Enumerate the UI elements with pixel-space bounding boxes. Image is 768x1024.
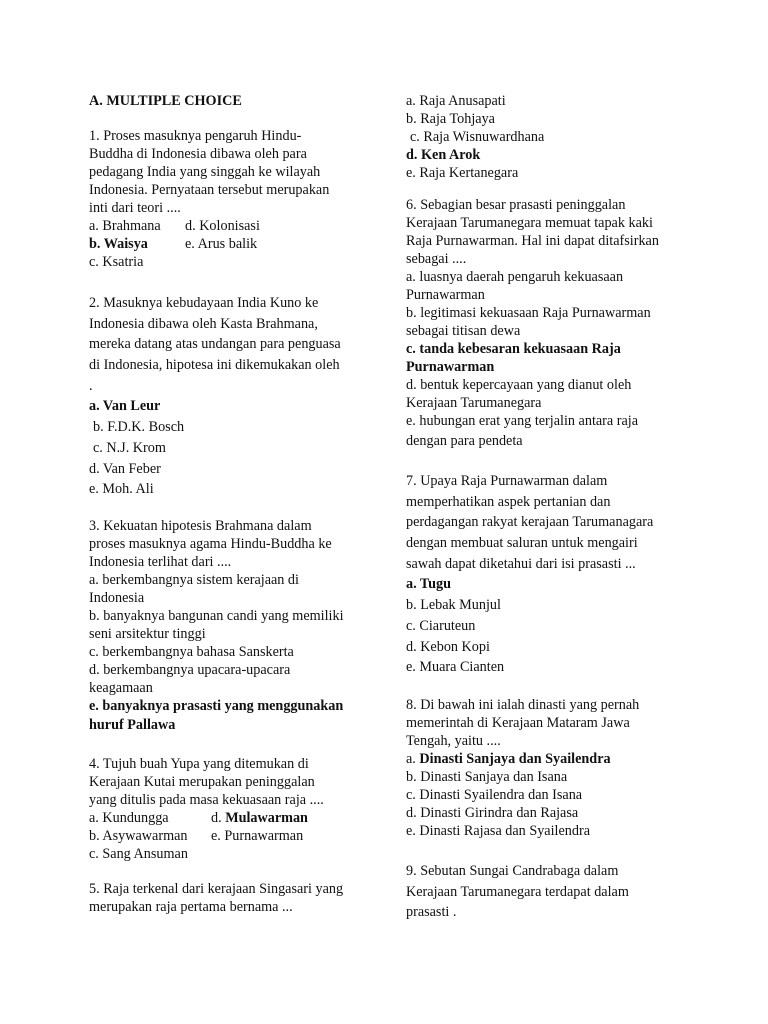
question-3 bbox=[89, 517, 374, 734]
question-7-stem-line: 7. Upaya Raja Purnawarman dalam bbox=[406, 473, 608, 489]
question-6-option-e-line: dengan para pendeta bbox=[406, 433, 523, 449]
question-7-stem-line: sawah dapat diketahui dari isi prasasti ... bbox=[406, 555, 636, 572]
question-4-option-d-prefix: d. bbox=[211, 810, 226, 826]
question-1-stem-line: pedagang India yang singgah ke wilayah bbox=[89, 164, 321, 180]
question-3-option-b-line: seni arsitektur tinggi bbox=[89, 626, 206, 642]
question-6-option-e-line: e. hubungan erat yang terjalin antara raja bbox=[406, 413, 639, 429]
question-2-option-a-answer[interactable]: a. Van Leur bbox=[89, 398, 161, 415]
question-8-option-a-text: Dinasti Sanjaya dan Syailendra bbox=[419, 751, 611, 767]
question-4-stem-line: yang ditulis pada masa kekuasaan raja .... bbox=[89, 792, 324, 808]
question-8-option-a-answer[interactable] bbox=[406, 750, 686, 768]
question-3-option-b-line: b. banyaknya bangunan candi yang memiliki bbox=[89, 608, 344, 624]
question-5-option-c[interactable]: c. Raja Wisnuwardhana bbox=[410, 129, 545, 145]
question-3-option-d[interactable] bbox=[89, 661, 374, 697]
question-1-options-row-2 bbox=[89, 235, 374, 253]
question-1-stem-line: Buddha di Indonesia dibawa oleh para bbox=[89, 146, 307, 162]
question-6-option-a-line: a. luasnya daerah pengaruh kekuasaan bbox=[406, 269, 624, 285]
question-5-option-d-answer[interactable]: d. Ken Arok bbox=[406, 147, 481, 163]
question-3-option-e-answer[interactable] bbox=[89, 697, 374, 734]
question-5 bbox=[89, 880, 374, 916]
question-9-stem-line: Kerajaan Tarumanegara terdapat dalam bbox=[406, 883, 629, 900]
question-3-option-e-line: huruf Pallawa bbox=[89, 717, 176, 733]
question-4-options-row-2 bbox=[89, 827, 374, 845]
question-7-option-b[interactable]: b. Lebak Munjul bbox=[406, 597, 501, 614]
question-5-option-e[interactable]: e. Raja Kertanegara bbox=[406, 165, 519, 181]
question-1-option-e[interactable]: e. Arus balik bbox=[185, 236, 258, 252]
question-7-option-a-answer[interactable]: a. Tugu bbox=[406, 576, 451, 593]
question-4-stem-line: 4. Tujuh buah Yupa yang ditemukan di bbox=[89, 756, 309, 772]
question-6-option-d-line: Kerajaan Tarumanegara bbox=[406, 395, 542, 411]
question-2-option-c[interactable]: c. N.J. Krom bbox=[93, 439, 166, 456]
question-6-stem-line: Kerajaan Tarumanegara memuat tapak kaki bbox=[406, 215, 653, 231]
question-7-option-e[interactable]: e. Muara Cianten bbox=[406, 659, 505, 676]
question-7-stem-line: memperhatikan aspek pertanian dan bbox=[406, 493, 611, 510]
question-3-option-a-line: a. berkembangnya sistem kerajaan di bbox=[89, 572, 299, 588]
question-9-stem-line: prasasti . bbox=[406, 904, 457, 921]
question-1-option-d[interactable]: d. Kolonisasi bbox=[185, 218, 260, 234]
question-5-option-b[interactable]: b. Raja Tohjaya bbox=[406, 111, 495, 127]
question-6-stem-line: sebagai .... bbox=[406, 251, 467, 267]
question-1-option-c[interactable]: c. Ksatria bbox=[89, 254, 144, 270]
question-3-option-d-line: keagamaan bbox=[89, 680, 153, 696]
question-3-stem-line: 3. Kekuatan hipotesis Brahmana dalam bbox=[89, 518, 312, 534]
question-4-option-c[interactable]: c. Sang Ansuman bbox=[89, 846, 188, 862]
question-7-option-d[interactable]: d. Kebon Kopi bbox=[406, 638, 490, 655]
question-6-option-a[interactable] bbox=[406, 268, 686, 304]
question-6-option-b-line: sebagai titisan dewa bbox=[406, 323, 521, 339]
question-6-option-a-line: Purnawarman bbox=[406, 287, 485, 303]
question-4-stem-line: Kerajaan Kutai merupakan peninggalan bbox=[89, 774, 315, 790]
question-3-stem-line: Indonesia terlihat dari .... bbox=[89, 554, 232, 570]
question-1-stem-line: Indonesia. Pernyataan tersebut merupakan bbox=[89, 182, 330, 198]
question-7-stem-line: dengan membuat saluran untuk mengairi bbox=[406, 535, 638, 552]
question-6-option-c-line: c. tanda kebesaran kekuasaan Raja bbox=[406, 341, 621, 357]
question-4-option-d-text: Mulawarman bbox=[225, 810, 308, 826]
question-9 bbox=[406, 862, 686, 924]
question-7 bbox=[406, 472, 686, 679]
question-3-option-c[interactable]: c. berkembangnya bahasa Sanskerta bbox=[89, 644, 294, 660]
question-7-option-c[interactable]: c. Ciaruteun bbox=[406, 617, 476, 634]
question-2-stem-line: Indonesia dibawa oleh Kasta Brahmana, bbox=[89, 315, 318, 332]
question-1-options-row-1 bbox=[89, 217, 374, 235]
question-4-option-e[interactable]: e. Purnawarman bbox=[211, 828, 304, 844]
question-8-option-c[interactable]: c. Dinasti Syailendra dan Isana bbox=[406, 787, 583, 803]
question-4-option-a[interactable]: a. Kundungga bbox=[89, 810, 169, 826]
question-1-stem-line: inti dari teori .... bbox=[89, 200, 181, 216]
question-5-stem-line: merupakan raja pertama bernama ... bbox=[89, 899, 293, 915]
question-6-stem-line: Raja Purnawarman. Hal ini dapat ditafsirkan bbox=[406, 233, 659, 249]
question-6-option-d[interactable] bbox=[406, 376, 686, 412]
question-6-option-b[interactable] bbox=[406, 304, 686, 340]
question-2-option-e[interactable]: e. Moh. Ali bbox=[89, 481, 154, 498]
question-2-stem-line: . bbox=[89, 377, 93, 394]
question-4-option-d-answer[interactable] bbox=[211, 809, 308, 827]
question-8-stem-line: Tengah, yaitu .... bbox=[406, 733, 501, 749]
question-2-stem-line: di Indonesia, hipotesa ini dikemukakan oleh bbox=[89, 357, 340, 374]
question-6-option-e[interactable] bbox=[406, 412, 686, 453]
question-3-option-d-line: d. berkembangnya upacara-upacara bbox=[89, 662, 291, 678]
question-8-option-a-prefix: a. bbox=[406, 751, 420, 767]
question-4-options-row-1 bbox=[89, 809, 374, 827]
question-1-stem-line: 1. Proses masuknya pengaruh Hindu- bbox=[89, 128, 302, 144]
question-8-stem-line: memerintah di Kerajaan Mataram Jawa bbox=[406, 715, 630, 731]
question-3-option-a[interactable] bbox=[89, 571, 374, 607]
question-8 bbox=[406, 696, 686, 840]
question-2 bbox=[89, 294, 374, 501]
question-3-stem-line: proses masuknya agama Hindu-Buddha ke bbox=[89, 536, 332, 552]
question-3-option-a-line: Indonesia bbox=[89, 590, 145, 606]
question-8-option-e[interactable]: e. Dinasti Rajasa dan Syailendra bbox=[406, 823, 590, 839]
question-2-stem-line: 2. Masuknya kebudayaan India Kuno ke bbox=[89, 295, 319, 311]
question-4 bbox=[89, 755, 374, 863]
question-9-stem-line: 9. Sebutan Sungai Candrabaga dalam bbox=[406, 863, 619, 879]
question-8-stem-line: 8. Di bawah ini ialah dinasti yang pernah bbox=[406, 697, 640, 713]
question-6 bbox=[406, 196, 686, 453]
question-1 bbox=[89, 127, 374, 271]
question-3-option-e-line: e. banyaknya prasasti yang menggunakan bbox=[89, 698, 344, 714]
question-3-option-b[interactable] bbox=[89, 607, 374, 643]
question-6-stem-line: 6. Sebagian besar prasasti peninggalan bbox=[406, 197, 626, 213]
question-6-option-d-line: d. bentuk kepercayaan yang dianut oleh bbox=[406, 377, 632, 393]
question-8-option-d[interactable]: d. Dinasti Girindra dan Rajasa bbox=[406, 805, 579, 821]
section-heading: A. MULTIPLE CHOICE bbox=[89, 93, 242, 109]
question-2-stem-line: mereka datang atas undangan para penguasa bbox=[89, 336, 341, 353]
question-1-option-a[interactable]: a. Brahmana bbox=[89, 218, 161, 234]
question-6-option-c-answer[interactable] bbox=[406, 340, 686, 376]
question-4-option-b[interactable]: b. Asywawarman bbox=[89, 828, 188, 844]
question-6-option-b-line: b. legitimasi kekuasaan Raja Purnawarman bbox=[406, 305, 651, 321]
question-5-option-a[interactable]: a. Raja Anusapati bbox=[406, 93, 506, 109]
question-1-option-b-answer[interactable]: b. Waisya bbox=[89, 236, 148, 252]
question-5-stem-line: 5. Raja terkenal dari kerajaan Singasari yang bbox=[89, 881, 344, 897]
question-8-option-b[interactable]: b. Dinasti Sanjaya dan Isana bbox=[406, 769, 568, 785]
question-5-options bbox=[406, 92, 686, 182]
question-2-option-d[interactable]: d. Van Feber bbox=[89, 460, 161, 477]
question-7-stem-line: perdagangan rakyat kerajaan Tarumanagara bbox=[406, 514, 654, 531]
question-6-option-c-line: Purnawarman bbox=[406, 359, 495, 375]
question-2-option-b[interactable]: b. F.D.K. Bosch bbox=[93, 419, 185, 436]
